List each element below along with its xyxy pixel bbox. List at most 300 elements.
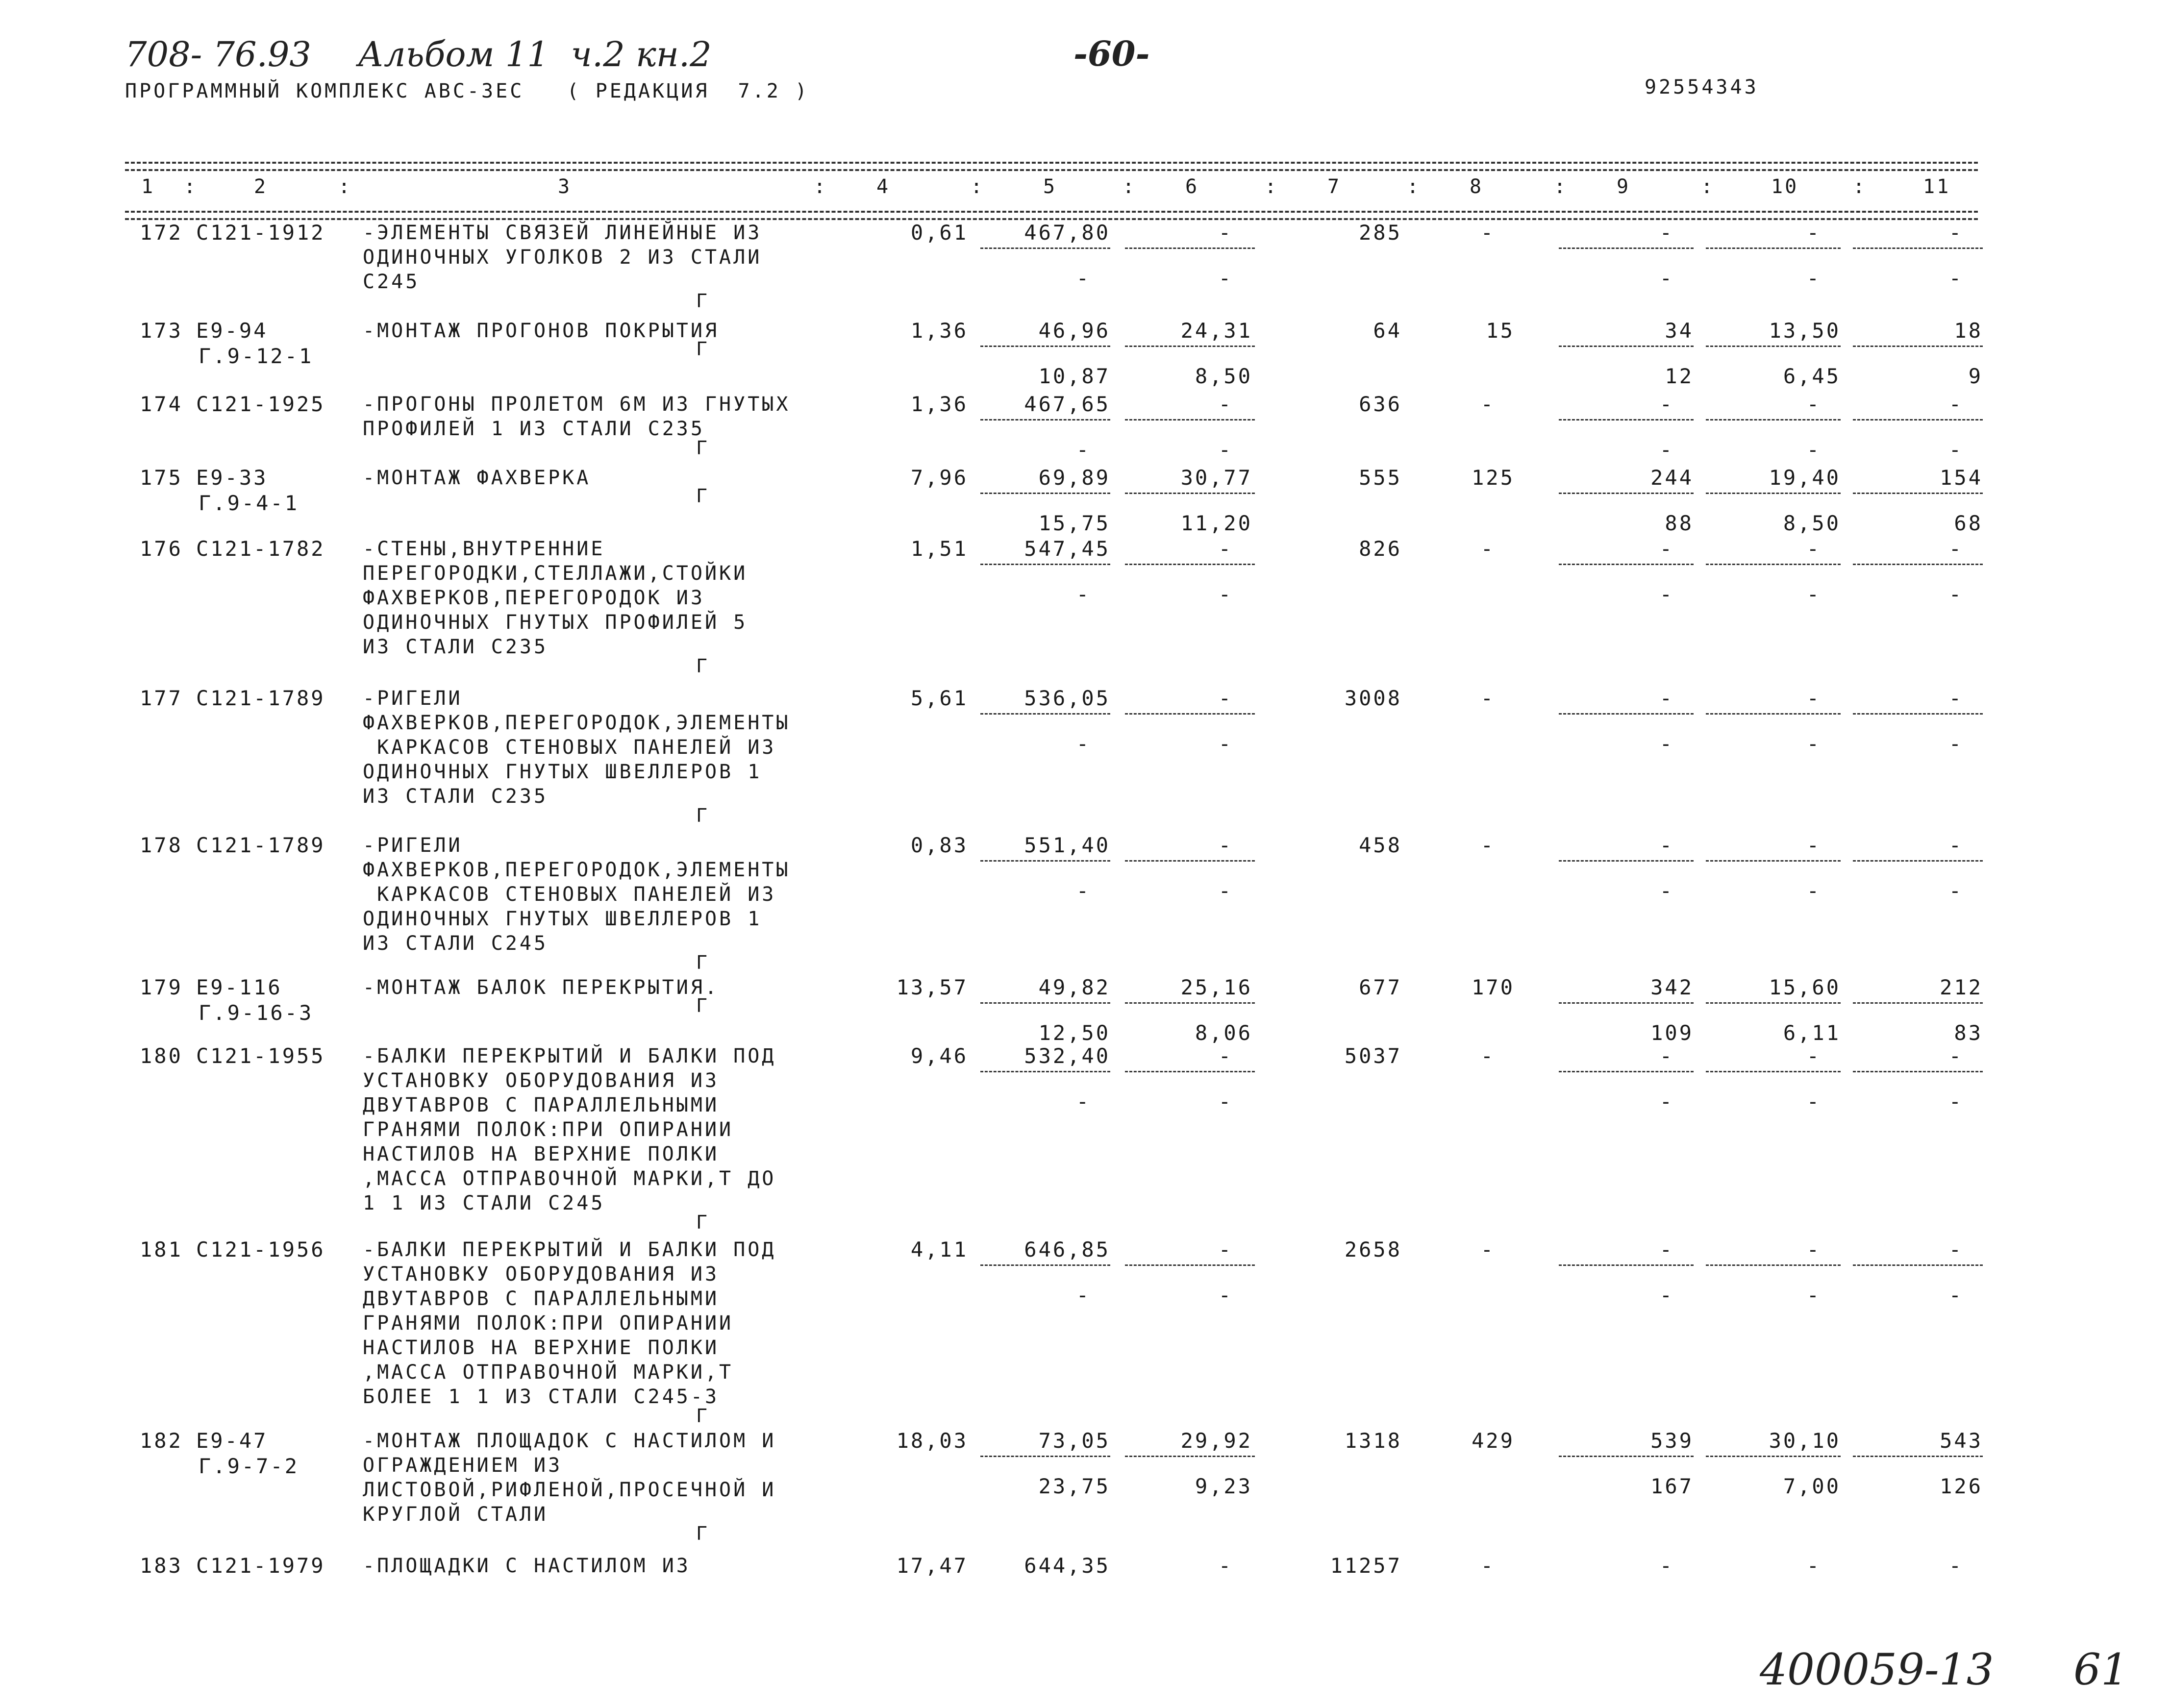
row-description-line: ДВУТАВРОВ С ПАРАЛЛЕЛЬНЫМИ bbox=[363, 1094, 720, 1116]
row-description-line: ПЕРЕГОРОДКИ,СТЕЛЛАЖИ,СТОЙКИ bbox=[363, 562, 748, 585]
row-mark: Г bbox=[696, 1523, 709, 1544]
row-value-c5: 49,82 bbox=[1038, 975, 1110, 999]
row-code: Е9-33 bbox=[196, 466, 268, 490]
cell-divider bbox=[1125, 860, 1255, 862]
row-value-c6: 30,77 bbox=[1180, 466, 1252, 490]
cell-divider bbox=[1125, 1071, 1255, 1072]
row-value-c8: - bbox=[1480, 537, 1495, 561]
row-value-c9b: - bbox=[1659, 266, 1674, 290]
row-value-c9b: - bbox=[1659, 1089, 1674, 1114]
row-value-c11: - bbox=[1948, 1238, 1963, 1262]
row-value-c11: - bbox=[1948, 537, 1963, 561]
cell-divider bbox=[1853, 493, 1983, 494]
row-description-line: -МОНТАЖ ПЛОЩАДОК С НАСТИЛОМ И bbox=[363, 1430, 776, 1452]
cell-divider bbox=[980, 346, 1110, 347]
cell-divider bbox=[1853, 1264, 1983, 1266]
cell-divider bbox=[980, 248, 1110, 249]
row-number: 183 bbox=[140, 1554, 183, 1578]
row-code: С121-1782 bbox=[196, 537, 325, 561]
row-mark: Г bbox=[696, 1405, 709, 1427]
cell-divider bbox=[980, 419, 1110, 421]
row-code: С121-1925 bbox=[196, 392, 325, 416]
row-description-line: БОЛЕЕ 1 1 ИЗ СТАЛИ С245-3 bbox=[363, 1386, 720, 1408]
row-description-line: ИЗ СТАЛИ С235 bbox=[363, 636, 549, 658]
row-value-c5b: 10,87 bbox=[1038, 364, 1110, 388]
row-value-c5: 69,89 bbox=[1038, 466, 1110, 490]
row-mark: Г bbox=[696, 655, 709, 677]
column-header-9: 9 bbox=[1617, 175, 1631, 198]
row-value-c9: - bbox=[1659, 392, 1674, 416]
row-value-c9: 34 bbox=[1665, 319, 1694, 343]
row-value-c6b: - bbox=[1218, 438, 1233, 462]
row-value-c9b: - bbox=[1659, 438, 1674, 462]
row-number: 175 bbox=[140, 466, 183, 490]
row-value-c6: - bbox=[1218, 686, 1233, 710]
row-value-c11b: - bbox=[1948, 879, 1963, 903]
row-value-c6b: 11,20 bbox=[1180, 511, 1252, 535]
column-header-5: 5 bbox=[1043, 175, 1057, 198]
row-description-line: ОДИНОЧНЫХ УГОЛКОВ 2 ИЗ СТАЛИ bbox=[363, 246, 762, 269]
cell-divider bbox=[1559, 564, 1694, 565]
row-value-c11b: 68 bbox=[1954, 511, 1983, 535]
row-value-c9: - bbox=[1659, 537, 1674, 561]
row-value-c11: - bbox=[1948, 1044, 1963, 1068]
row-value-c10b: 6,11 bbox=[1783, 1021, 1841, 1045]
cell-divider bbox=[1706, 1456, 1841, 1457]
row-value-c5: 73,05 bbox=[1038, 1429, 1110, 1453]
row-value-c10b: - bbox=[1806, 1089, 1821, 1114]
row-value-c7: 636 bbox=[1359, 392, 1402, 416]
row-value-c11b: - bbox=[1948, 1283, 1963, 1307]
row-value-c8: - bbox=[1480, 1044, 1495, 1068]
row-value-c10: 30,10 bbox=[1769, 1429, 1841, 1453]
row-value-c6b: 9,23 bbox=[1195, 1474, 1252, 1498]
row-value-c10b: - bbox=[1806, 582, 1821, 606]
page-marker: -60- bbox=[1073, 33, 1150, 74]
row-code: Г.9-12-1 bbox=[199, 344, 314, 368]
row-description-line: -ПЛОЩАДКИ С НАСТИЛОМ ИЗ bbox=[363, 1555, 691, 1577]
row-value-c11b: 126 bbox=[1940, 1474, 1983, 1498]
column-separator: : bbox=[1853, 175, 1867, 198]
row-value-c5: 547,45 bbox=[1024, 537, 1110, 561]
cell-divider bbox=[1853, 419, 1983, 421]
row-value-c11b: - bbox=[1948, 1089, 1963, 1114]
row-description-line: НАСТИЛОВ НА ВЕРХНИЕ ПОЛКИ bbox=[363, 1337, 720, 1359]
column-header-6: 6 bbox=[1185, 175, 1199, 198]
row-value-c9: 244 bbox=[1650, 466, 1694, 490]
row-value-c6: 24,31 bbox=[1180, 319, 1252, 343]
column-header-7: 7 bbox=[1327, 175, 1342, 198]
cell-divider bbox=[1125, 713, 1255, 715]
table-top-rule-2 bbox=[125, 169, 1978, 171]
row-value-c7: 64 bbox=[1373, 319, 1402, 343]
row-value-c6: - bbox=[1218, 221, 1233, 245]
row-value-c9: 342 bbox=[1650, 975, 1694, 999]
row-value-c7: 677 bbox=[1359, 975, 1402, 999]
row-code: Г.9-16-3 bbox=[199, 1001, 314, 1025]
row-value-c10: 13,50 bbox=[1769, 319, 1841, 343]
row-value-c11b: 9 bbox=[1968, 364, 1983, 388]
cell-divider bbox=[1559, 1456, 1694, 1457]
row-value-c4: 0,61 bbox=[910, 221, 968, 245]
row-value-c5b: 23,75 bbox=[1038, 1474, 1110, 1498]
cell-divider bbox=[1125, 419, 1255, 421]
row-description-line: ОДИНОЧНЫХ ГНУТЫХ ШВЕЛЛЕРОВ 1 bbox=[363, 908, 762, 930]
row-value-c4: 13,57 bbox=[896, 975, 968, 999]
row-value-c6: - bbox=[1218, 833, 1233, 857]
row-value-c8: - bbox=[1480, 1238, 1495, 1262]
row-value-c10b: - bbox=[1806, 1283, 1821, 1307]
row-value-c6b: 8,50 bbox=[1195, 364, 1252, 388]
cell-divider bbox=[1706, 346, 1841, 347]
column-separator: : bbox=[1701, 175, 1715, 198]
row-value-c4: 1,36 bbox=[910, 392, 968, 416]
cell-divider bbox=[1853, 860, 1983, 862]
row-mark: Г bbox=[696, 485, 709, 507]
row-value-c9: 539 bbox=[1650, 1429, 1694, 1453]
row-value-c6b: - bbox=[1218, 1283, 1233, 1307]
row-description-line: -БАЛКИ ПЕРЕКРЫТИЙ И БАЛКИ ПОД bbox=[363, 1238, 776, 1261]
cell-divider bbox=[1559, 1264, 1694, 1266]
cell-divider bbox=[1559, 1002, 1694, 1004]
cell-divider bbox=[1853, 1456, 1983, 1457]
column-separator: : bbox=[1407, 175, 1421, 198]
row-description-line: ИЗ СТАЛИ С245 bbox=[363, 932, 549, 955]
row-value-c7: 458 bbox=[1359, 833, 1402, 857]
row-description-line: -МОНТАЖ БАЛОК ПЕРЕКРЫТИЯ. bbox=[363, 976, 720, 999]
row-value-c10: - bbox=[1806, 392, 1821, 416]
cell-divider bbox=[980, 1002, 1110, 1004]
row-value-c6b: - bbox=[1218, 1089, 1233, 1114]
row-description-line: ,МАССА ОТПРАВОЧНОЙ МАРКИ,Т bbox=[363, 1361, 734, 1384]
row-number: 174 bbox=[140, 392, 183, 416]
row-description-line: ИЗ СТАЛИ С235 bbox=[363, 785, 549, 808]
row-value-c5: 551,40 bbox=[1024, 833, 1110, 857]
cell-divider bbox=[1853, 346, 1983, 347]
row-value-c9b: - bbox=[1659, 879, 1674, 903]
row-value-c9: - bbox=[1659, 1044, 1674, 1068]
row-value-c8: - bbox=[1480, 1554, 1495, 1578]
row-value-c7: 826 bbox=[1359, 537, 1402, 561]
cell-divider bbox=[1853, 248, 1983, 249]
row-value-c4: 18,03 bbox=[896, 1429, 968, 1453]
row-value-c8: 170 bbox=[1472, 975, 1515, 999]
row-value-c10: - bbox=[1806, 686, 1821, 710]
row-code: С121-1956 bbox=[196, 1238, 325, 1262]
cell-divider bbox=[980, 564, 1110, 565]
column-header-4: 4 bbox=[876, 175, 891, 198]
cell-divider bbox=[1706, 860, 1841, 862]
row-code: Е9-116 bbox=[196, 975, 282, 999]
row-value-c8: - bbox=[1480, 392, 1495, 416]
row-value-c4: 5,61 bbox=[910, 686, 968, 710]
row-value-c10: - bbox=[1806, 1044, 1821, 1068]
handwritten-sheet-number: 400059-13 bbox=[1760, 1644, 1994, 1695]
row-description-line: ГРАНЯМИ ПОЛОК:ПРИ ОПИРАНИИ bbox=[363, 1312, 734, 1335]
cell-divider bbox=[980, 493, 1110, 494]
row-value-c4: 9,46 bbox=[910, 1044, 968, 1068]
row-value-c11: 543 bbox=[1940, 1429, 1983, 1453]
row-value-c5b: - bbox=[1076, 879, 1091, 903]
row-mark: Г bbox=[696, 1212, 709, 1233]
row-value-c7: 5037 bbox=[1344, 1044, 1402, 1068]
row-code: С121-1912 bbox=[196, 221, 325, 245]
row-value-c4: 1,36 bbox=[910, 319, 968, 343]
column-separator: : bbox=[1123, 175, 1137, 198]
row-description-line: КРУГЛОЙ СТАЛИ bbox=[363, 1503, 549, 1526]
row-value-c9b: - bbox=[1659, 732, 1674, 756]
column-separator: : bbox=[1554, 175, 1568, 198]
row-description-line: КАРКАСОВ СТЕНОВЫХ ПАНЕЛЕЙ ИЗ bbox=[363, 883, 776, 906]
row-value-c9b: 88 bbox=[1665, 511, 1694, 535]
row-value-c10b: - bbox=[1806, 879, 1821, 903]
row-value-c10: 19,40 bbox=[1769, 466, 1841, 490]
row-value-c10: - bbox=[1806, 221, 1821, 245]
cell-divider bbox=[1853, 564, 1983, 565]
row-value-c10: - bbox=[1806, 833, 1821, 857]
row-value-c6b: 8,06 bbox=[1195, 1021, 1252, 1045]
row-value-c5: 536,05 bbox=[1024, 686, 1110, 710]
row-value-c6: - bbox=[1218, 1238, 1233, 1262]
row-value-c10: - bbox=[1806, 1554, 1821, 1578]
row-description-line: ОДИНОЧНЫХ ГНУТЫХ ШВЕЛЛЕРОВ 1 bbox=[363, 761, 762, 783]
column-separator: : bbox=[1265, 175, 1279, 198]
cell-divider bbox=[1559, 419, 1694, 421]
row-value-c10: 15,60 bbox=[1769, 975, 1841, 999]
cell-divider bbox=[980, 860, 1110, 862]
row-value-c11: 212 bbox=[1940, 975, 1983, 999]
cell-divider bbox=[1125, 493, 1255, 494]
row-description-line: ФАХВЕРКОВ,ПЕРЕГОРОДОК ИЗ bbox=[363, 587, 705, 609]
row-description-line: -БАЛКИ ПЕРЕКРЫТИЙ И БАЛКИ ПОД bbox=[363, 1045, 776, 1067]
row-number: 177 bbox=[140, 686, 183, 710]
row-code: Г.9-4-1 bbox=[199, 491, 299, 515]
cell-divider bbox=[1125, 1264, 1255, 1266]
row-mark: Г bbox=[696, 995, 709, 1016]
row-value-c10b: 6,45 bbox=[1783, 364, 1841, 388]
row-code: Г.9-7-2 bbox=[199, 1454, 299, 1478]
row-description-line: УСТАНОВКУ ОБОРУДОВАНИЯ ИЗ bbox=[363, 1263, 720, 1286]
cell-divider bbox=[980, 1456, 1110, 1457]
row-value-c9: - bbox=[1659, 686, 1674, 710]
row-number: 176 bbox=[140, 537, 183, 561]
cell-divider bbox=[1706, 248, 1841, 249]
row-value-c6b: - bbox=[1218, 732, 1233, 756]
row-value-c4: 1,51 bbox=[910, 537, 968, 561]
row-value-c7: 285 bbox=[1359, 221, 1402, 245]
row-description-line: -ПРОГОНЫ ПРОЛЕТОМ 6М ИЗ ГНУТЫХ bbox=[363, 393, 791, 416]
row-value-c5: 646,85 bbox=[1024, 1238, 1110, 1262]
row-description-line: 1 1 ИЗ СТАЛИ С245 bbox=[363, 1192, 605, 1214]
row-value-c11: 154 bbox=[1940, 466, 1983, 490]
cell-divider bbox=[1559, 1071, 1694, 1072]
row-value-c10b: - bbox=[1806, 732, 1821, 756]
row-value-c8: 125 bbox=[1472, 466, 1515, 490]
column-header-1: 1 bbox=[141, 175, 155, 198]
row-description-line: -ЭЛЕМЕНТЫ СВЯЗЕЙ ЛИНЕЙНЫЕ ИЗ bbox=[363, 222, 762, 244]
row-value-c11b: - bbox=[1948, 582, 1963, 606]
row-value-c10b: - bbox=[1806, 438, 1821, 462]
row-value-c7: 1318 bbox=[1344, 1429, 1402, 1453]
cell-divider bbox=[980, 713, 1110, 715]
row-value-c9: - bbox=[1659, 1554, 1674, 1578]
row-value-c9b: 167 bbox=[1650, 1474, 1694, 1498]
row-value-c5: 467,80 bbox=[1024, 221, 1110, 245]
row-value-c4: 17,47 bbox=[896, 1554, 968, 1578]
row-code: С121-1789 bbox=[196, 833, 325, 857]
column-separator: : bbox=[338, 175, 352, 198]
row-value-c5b: - bbox=[1076, 1089, 1091, 1114]
row-mark: Г bbox=[696, 437, 709, 459]
row-value-c9: - bbox=[1659, 221, 1674, 245]
row-value-c11: - bbox=[1948, 833, 1963, 857]
column-header-10: 10 bbox=[1771, 175, 1799, 198]
row-number: 172 bbox=[140, 221, 183, 245]
row-number: 182 bbox=[140, 1429, 183, 1453]
row-code: С121-1955 bbox=[196, 1044, 325, 1068]
row-value-c5: 532,40 bbox=[1024, 1044, 1110, 1068]
row-description-line: -РИГЕЛИ bbox=[363, 687, 463, 710]
row-number: 181 bbox=[140, 1238, 183, 1262]
cell-divider bbox=[1853, 713, 1983, 715]
column-separator: : bbox=[971, 175, 985, 198]
row-value-c6: - bbox=[1218, 1554, 1233, 1578]
row-description-line: ,МАССА ОТПРАВОЧНОЙ МАРКИ,Т ДО bbox=[363, 1167, 776, 1190]
table-header-rule-2 bbox=[125, 218, 1978, 220]
cell-divider bbox=[1706, 1002, 1841, 1004]
row-number: 178 bbox=[140, 833, 183, 857]
cell-divider bbox=[1125, 1002, 1255, 1004]
row-value-c9b: 109 bbox=[1650, 1021, 1694, 1045]
column-separator: : bbox=[184, 175, 198, 198]
row-value-c8: - bbox=[1480, 221, 1495, 245]
row-description-line: ФАХВЕРКОВ,ПЕРЕГОРОДОК,ЭЛЕМЕНТЫ bbox=[363, 859, 791, 881]
row-code: Е9-47 bbox=[196, 1429, 268, 1453]
row-value-c10b: - bbox=[1806, 266, 1821, 290]
cell-divider bbox=[1559, 713, 1694, 715]
row-value-c6: - bbox=[1218, 537, 1233, 561]
row-value-c11: - bbox=[1948, 392, 1963, 416]
row-value-c5b: - bbox=[1076, 438, 1091, 462]
cell-divider bbox=[1706, 1264, 1841, 1266]
row-value-c11: - bbox=[1948, 686, 1963, 710]
row-value-c7: 3008 bbox=[1344, 686, 1402, 710]
row-value-c9: - bbox=[1659, 1238, 1674, 1262]
column-header-11: 11 bbox=[1923, 175, 1951, 198]
row-value-c5: 644,35 bbox=[1024, 1554, 1110, 1578]
row-code: Е9-94 bbox=[196, 319, 268, 343]
row-value-c11b: - bbox=[1948, 438, 1963, 462]
row-description-line: УСТАНОВКУ ОБОРУДОВАНИЯ ИЗ bbox=[363, 1069, 720, 1092]
row-value-c5: 467,65 bbox=[1024, 392, 1110, 416]
cell-divider bbox=[1853, 1002, 1983, 1004]
doc-number: 92554343 bbox=[1645, 76, 1759, 99]
row-value-c10b: 8,50 bbox=[1783, 511, 1841, 535]
row-description-line: -МОНТАЖ ПРОГОНОВ ПОКРЫТИЯ bbox=[363, 320, 720, 342]
row-code: С121-1789 bbox=[196, 686, 325, 710]
row-value-c11b: - bbox=[1948, 732, 1963, 756]
row-value-c9b: - bbox=[1659, 582, 1674, 606]
cell-divider bbox=[1559, 493, 1694, 494]
row-value-c6: - bbox=[1218, 1044, 1233, 1068]
row-description-line: ОГРАЖДЕНИЕМ ИЗ bbox=[363, 1454, 563, 1477]
row-description-line: ЛИСТОВОЙ,РИФЛЕНОЙ,ПРОСЕЧНОЙ И bbox=[363, 1479, 776, 1501]
row-description-line: НАСТИЛОВ НА ВЕРХНИЕ ПОЛКИ bbox=[363, 1143, 720, 1165]
handwritten-page-number: 61 bbox=[2073, 1644, 2128, 1695]
column-header-2: 2 bbox=[254, 175, 268, 198]
row-value-c5b: - bbox=[1076, 1283, 1091, 1307]
row-value-c7: 555 bbox=[1359, 466, 1402, 490]
row-description-line: КАРКАСОВ СТЕНОВЫХ ПАНЕЛЕЙ ИЗ bbox=[363, 736, 776, 759]
row-description-line: ДВУТАВРОВ С ПАРАЛЛЕЛЬНЫМИ bbox=[363, 1287, 720, 1310]
row-value-c10: - bbox=[1806, 1238, 1821, 1262]
row-value-c6: - bbox=[1218, 392, 1233, 416]
row-value-c5b: - bbox=[1076, 732, 1091, 756]
cell-divider bbox=[1706, 713, 1841, 715]
row-number: 180 bbox=[140, 1044, 183, 1068]
row-description-line: С245 bbox=[363, 271, 420, 293]
row-mark: Г bbox=[696, 338, 709, 360]
row-description-line: -МОНТАЖ ФАХВЕРКА bbox=[363, 467, 591, 489]
row-description-line: ОДИНОЧНЫХ ГНУТЫХ ПРОФИЛЕЙ 5 bbox=[363, 611, 748, 634]
cell-divider bbox=[1853, 1071, 1983, 1072]
row-mark: Г bbox=[696, 805, 709, 826]
row-description-line: ГРАНЯМИ ПОЛОК:ПРИ ОПИРАНИИ bbox=[363, 1118, 734, 1141]
handwritten-album: Альбом 11 ч.2 кн.2 bbox=[358, 34, 712, 74]
row-value-c6: 29,92 bbox=[1180, 1429, 1252, 1453]
row-value-c9: - bbox=[1659, 833, 1674, 857]
column-header-3: 3 bbox=[558, 175, 572, 198]
row-value-c10: - bbox=[1806, 537, 1821, 561]
row-value-c8: - bbox=[1480, 686, 1495, 710]
cell-divider bbox=[1559, 860, 1694, 862]
row-value-c8: 429 bbox=[1472, 1429, 1515, 1453]
row-value-c5: 46,96 bbox=[1038, 319, 1110, 343]
cell-divider bbox=[1125, 1456, 1255, 1457]
column-separator: : bbox=[814, 175, 828, 198]
row-value-c6b: - bbox=[1218, 266, 1233, 290]
row-number: 173 bbox=[140, 319, 183, 343]
cell-divider bbox=[980, 1264, 1110, 1266]
row-value-c4: 0,83 bbox=[910, 833, 968, 857]
row-value-c5b: 12,50 bbox=[1038, 1021, 1110, 1045]
column-header-8: 8 bbox=[1470, 175, 1484, 198]
row-value-c8: - bbox=[1480, 833, 1495, 857]
cell-divider bbox=[1125, 346, 1255, 347]
table-header-rule bbox=[125, 211, 1978, 213]
cell-divider bbox=[1706, 1071, 1841, 1072]
row-value-c11b: 83 bbox=[1954, 1021, 1983, 1045]
program-line: ПРОГРАММНЫЙ КОМПЛЕКС АВС-3ЕС ( РЕДАКЦИЯ 7.2 ) bbox=[125, 80, 809, 102]
row-mark: Г bbox=[696, 952, 709, 973]
row-value-c11b: - bbox=[1948, 266, 1963, 290]
cell-divider bbox=[1559, 248, 1694, 249]
row-value-c6b: - bbox=[1218, 879, 1233, 903]
table-top-rule bbox=[125, 162, 1978, 164]
row-mark: Г bbox=[696, 290, 709, 312]
row-description-line: -РИГЕЛИ bbox=[363, 834, 463, 857]
row-value-c9b: - bbox=[1659, 1283, 1674, 1307]
row-description-line: ФАХВЕРКОВ,ПЕРЕГОРОДОК,ЭЛЕМЕНТЫ bbox=[363, 712, 791, 734]
row-value-c7: 11257 bbox=[1330, 1554, 1402, 1578]
cell-divider bbox=[1559, 346, 1694, 347]
row-code: С121-1979 bbox=[196, 1554, 325, 1578]
row-value-c4: 7,96 bbox=[910, 466, 968, 490]
row-value-c5b: - bbox=[1076, 582, 1091, 606]
row-value-c9b: 12 bbox=[1665, 364, 1694, 388]
handwritten-code: 708- 76.93 bbox=[125, 34, 311, 74]
row-value-c6: 25,16 bbox=[1180, 975, 1252, 999]
